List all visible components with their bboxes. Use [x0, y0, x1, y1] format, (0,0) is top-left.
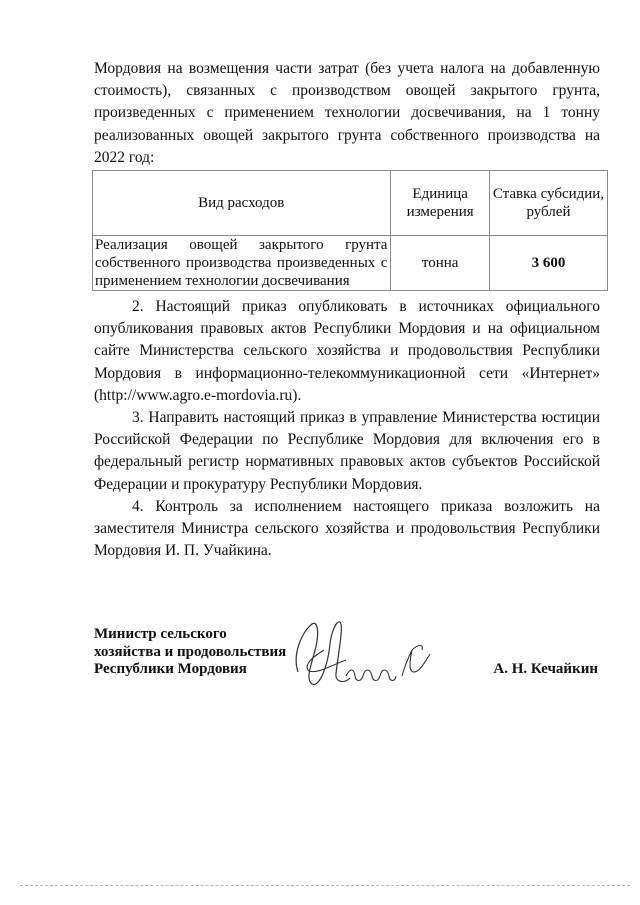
- signatory-title: [94, 626, 314, 679]
- signatory-name: А. Н. Кечайкин: [493, 661, 598, 677]
- cell-rate: [489, 236, 607, 291]
- handwritten-signature: [284, 614, 434, 690]
- page-bottom-divider: [20, 885, 630, 886]
- paragraph-item-2: 2. Настоящий приказ опубликовать в источниках официального опубликования правовых актов Республики Мордовия и на официальном сайте Министерства сельского хозяйства и продовольствия Республики Мордовия в информационно-телекоммуникационной сети «Интернет» (http://www.agro.e-mordovia.ru).: [94, 298, 600, 404]
- header-rate: Ставка субсидии, рублей: [489, 171, 607, 236]
- signatory-title-line: хозяйства и продовольствия: [94, 643, 287, 660]
- table-row: [93, 236, 608, 291]
- rate-value: 3 600: [531, 255, 566, 271]
- paragraph-item-4: 4. Контроль за исполнением настоящего приказа возложить на заместителя Министра сельского хозяйства и продовольствия Республики Мордовия И. П. Учайкина.: [94, 498, 600, 560]
- subsidy-rate-table: [92, 170, 608, 291]
- intro-paragraph: Мордовия на возмещения части затрат (без учета налога на добавленную стоимость), связанных с производством овощей закрытого грунта, произведенных с применением технологии досвечивания, на 1 тонну реализованных овощей закрытого грунта собственного производства на 2022 год:: [94, 60, 600, 166]
- table-header-row: [93, 171, 608, 236]
- signatory-title-line: Республики Мордовия: [94, 661, 247, 677]
- signature-block: [94, 626, 600, 686]
- signatory-title-line: Министр сельского: [94, 626, 227, 642]
- header-expense-type: Вид расходов: [93, 171, 391, 236]
- cell-expense-type: Реализация овощей закрытого грунта собственного производства произведенных с применением технологии досвечивания: [93, 236, 391, 291]
- header-unit: Единица измерения: [391, 171, 489, 236]
- paragraph-item-3: 3. Направить настоящий приказ в управление Министерства юстиции Российской Федерации по Республике Мордовия для включения его в федеральный регистр нормативных правовых актов субъектов Российской Федерации и прокуратуру Республики Мордовия.: [94, 409, 600, 493]
- cell-unit: тонна: [391, 236, 489, 291]
